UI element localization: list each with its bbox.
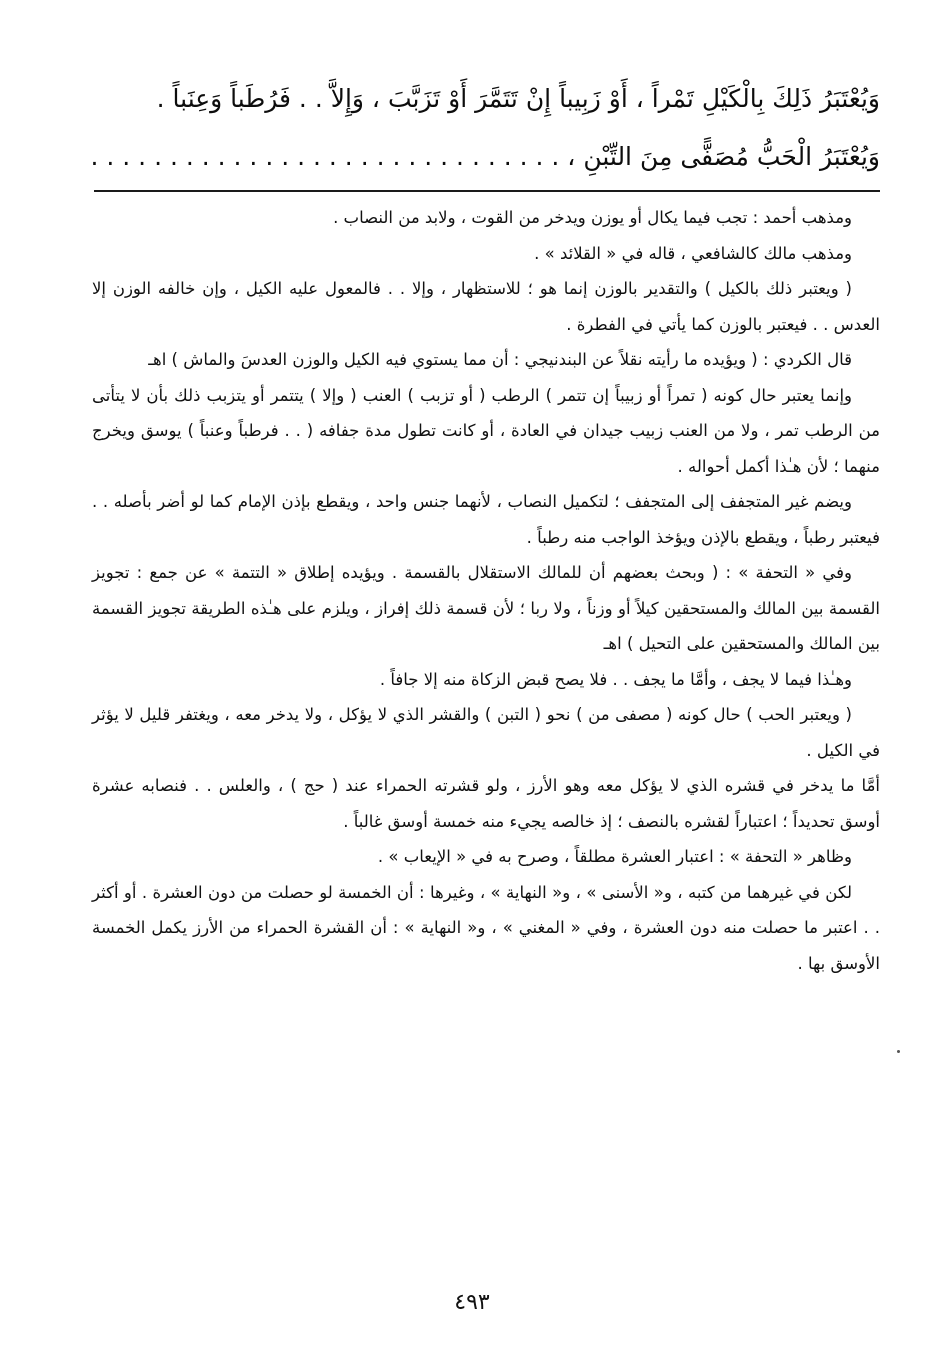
commentary-paragraph: ( ويعتبر الحب ) حال كونه ( مصفى من ) نحو ( التبن ) والقشر الذي لا يؤكل ، ولا يدخر معه ، ويغتفر قليل لا يؤثر في الكيل . (92, 705, 880, 760)
commentary-paragraph: ( ويعتبر ذلك بالكيل ) والتقدير بالوزن إنما هو ؛ للاستظهار ، وإلا . . فالمعول عليه الكيل ، وإن خالفه الوزن إلا العدس . . فيعتبر بالوزن كما يأتي في الفطرة . (92, 279, 880, 334)
commentary-paragraph: وظاهر « التحفة » : اعتبار العشرة مطلقاً ، وصرح به في « الإيعاب » . (377, 847, 852, 866)
page-number: ٤٩٣ (454, 1290, 490, 1315)
matn-text-line-1: وَيُعْتَبَرُ ذَلِكَ بِالْكَيْلِ تَمْراً ، أَوْ زَبِيباً إِنْ تَتَمَّرَ أَوْ تَزَبَّبَ ، وَإِلاَّ . . فَرُطَباً وَعِنَباً . (156, 84, 880, 113)
commentary-paragraph: وفي « التحفة » : ( وبحث بعضهم أن للمالك الاستقلال بالقسمة . ويؤيده إطلاق « التتمة » عن جمع : تجويز القسمة بين المالك والمستحقين كيلاً أو وزناً ، ولا ربا ؛ لأن قسمة ذلك إفراز ، ويلزم على هـٰذه الطريقة تجويز القسمة بين المالك والمستحقين على التحيل ) اهـ (92, 563, 880, 653)
commentary-paragraph: وهـٰذا فيما لا يجف ، وأمَّا ما يجف . . فلا يصح قبض الزكاة منه إلا جافاً . (379, 669, 852, 689)
commentary-paragraph: قال الكردي : ( ويؤيده ما رأيته نقلاً عن البندنيجي : أن مما يستوي فيه الكيل والوزن العدسَ والماش ) اهـ (148, 350, 852, 369)
commentary-paragraph: وإنما يعتبر حال كونه ( تمراً أو زبيباً إن تتمر ) الرطب ( أو تزبب ) العنب ( وإلا ) يتتمر أو يتزبب ذلك بأن لا يتأتى من الرطب تمر ، ولا من العنب زبيب جيدان في العادة ، أو كانت تطول مدة جفافه ( . . فرطباً وعنباً ) يوسق ويخرج منهما ؛ لأن هـٰذا أكمل أحواله . (92, 385, 880, 476)
scan-speck (897, 1050, 900, 1053)
commentary-paragraph: ويضم غير المتجفف إلى المتجفف ؛ لتكميل النصاب ، لأنهما جنس واحد ، ويقطع بإذن الإمام كما لو أضر بأصله . . فيعتبر رطباً ، ويقطع بالإذن ويؤخذ الواجب منه رطباً . (92, 492, 880, 547)
commentary-paragraph: أمَّا ما يدخر في قشره الذي لا يؤكل معه وهو الأرز ، ولو قشرته الحمراء عند ( حج ) ، والعلس . . فنصابه عشرة أوسق تحديداً ؛ اعتباراً لقشره بالنصف ؛ إذ خالصه يجيء منه خمسة أوسق غالباً . (92, 776, 880, 831)
matn-text-line-2: وَيُعْتَبَرُ الْحَبُّ مُصَفًّى مِنَ التِّبْنِ ، . . . . . . . . . . . . . . . . . . . . . . . . . . . . . . (90, 142, 880, 171)
commentary-paragraph: ومذهب مالك كالشافعي ، قاله في « القلائد » . (534, 243, 852, 263)
matn-commentary-divider (94, 190, 880, 192)
commentary-paragraph: لكن في غيرهما من كتبه ، و« الأسنى » ، و« النهاية » ، وغيرها : أن الخمسة لو حصلت من دون العشرة . أو أكثر . . اعتبر ما حصلت منه دون العشرة ، وفي « المغني » ، و« النهاية » : أن القشرة الحمراء من الأرز يكمل الخمسة الأوسق بها . (92, 882, 880, 973)
commentary-paragraph: ومذهب أحمد : تجب فيما يكال أو يوزن ويدخر من القوت ، ولابد من النصاب . (333, 208, 852, 227)
commentary-block (92, 200, 880, 981)
